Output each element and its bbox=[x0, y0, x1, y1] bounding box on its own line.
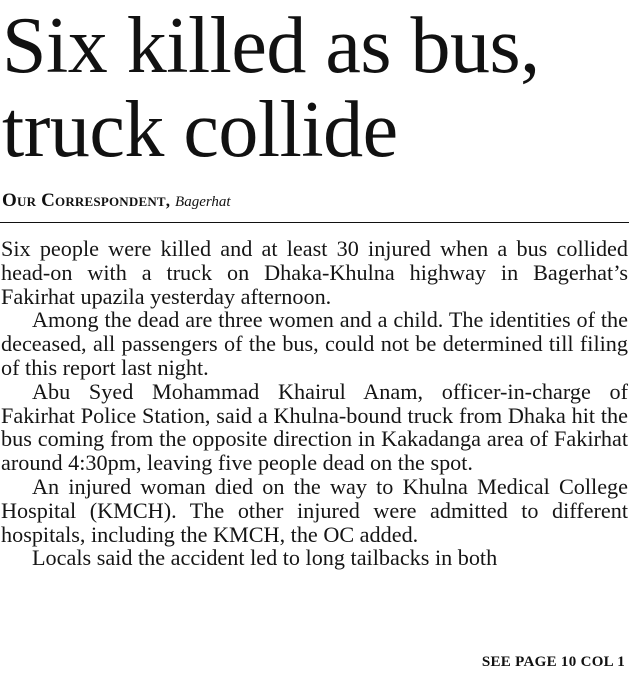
continuation-reference: SEE PAGE 10 COL 1 bbox=[481, 654, 625, 670]
article-paragraph-3: Abu Syed Mohammad Khairul Anam, officer-in-charge of Fakirhat Police Station, said a Khulna-bound truck from Dhaka hit the bus coming from the opposite direction in Kakadanga area of Fakirhat around 4:30pm, leaving five people dead on the spot. bbox=[1, 378, 628, 476]
article-body bbox=[1, 237, 628, 570]
article-paragraph-2: Among the dead are three women and a child. The identities of the deceased, all passengers of the bus, could not be determined till filing of this report last night. bbox=[1, 307, 628, 380]
headline bbox=[2, 4, 627, 172]
article-paragraph-5: Locals said the accident led to long tailbacks in both bbox=[32, 545, 498, 571]
byline-author: Our Correspondent bbox=[2, 190, 166, 211]
headline-line-2: truck collide bbox=[2, 86, 398, 174]
byline-location: Bagerhat bbox=[175, 194, 231, 210]
article-paragraph-4: An injured woman died on the way to Khulna Medical College Hospital (KMCH). The other injured were admitted to different hospitals, including the KMCH, the OC added. bbox=[1, 473, 628, 547]
headline-line-1: Six killed as bus, bbox=[2, 2, 540, 90]
article-paragraph-1: Six people were killed and at least 30 injured when a bus collided head-on with a truck on Dhaka-Khulna highway in Bagerhat’s Fakirhat upazila yesterday afternoon. bbox=[1, 236, 628, 309]
byline-divider bbox=[0, 222, 629, 223]
byline-separator: , bbox=[165, 191, 171, 210]
byline bbox=[2, 190, 231, 213]
